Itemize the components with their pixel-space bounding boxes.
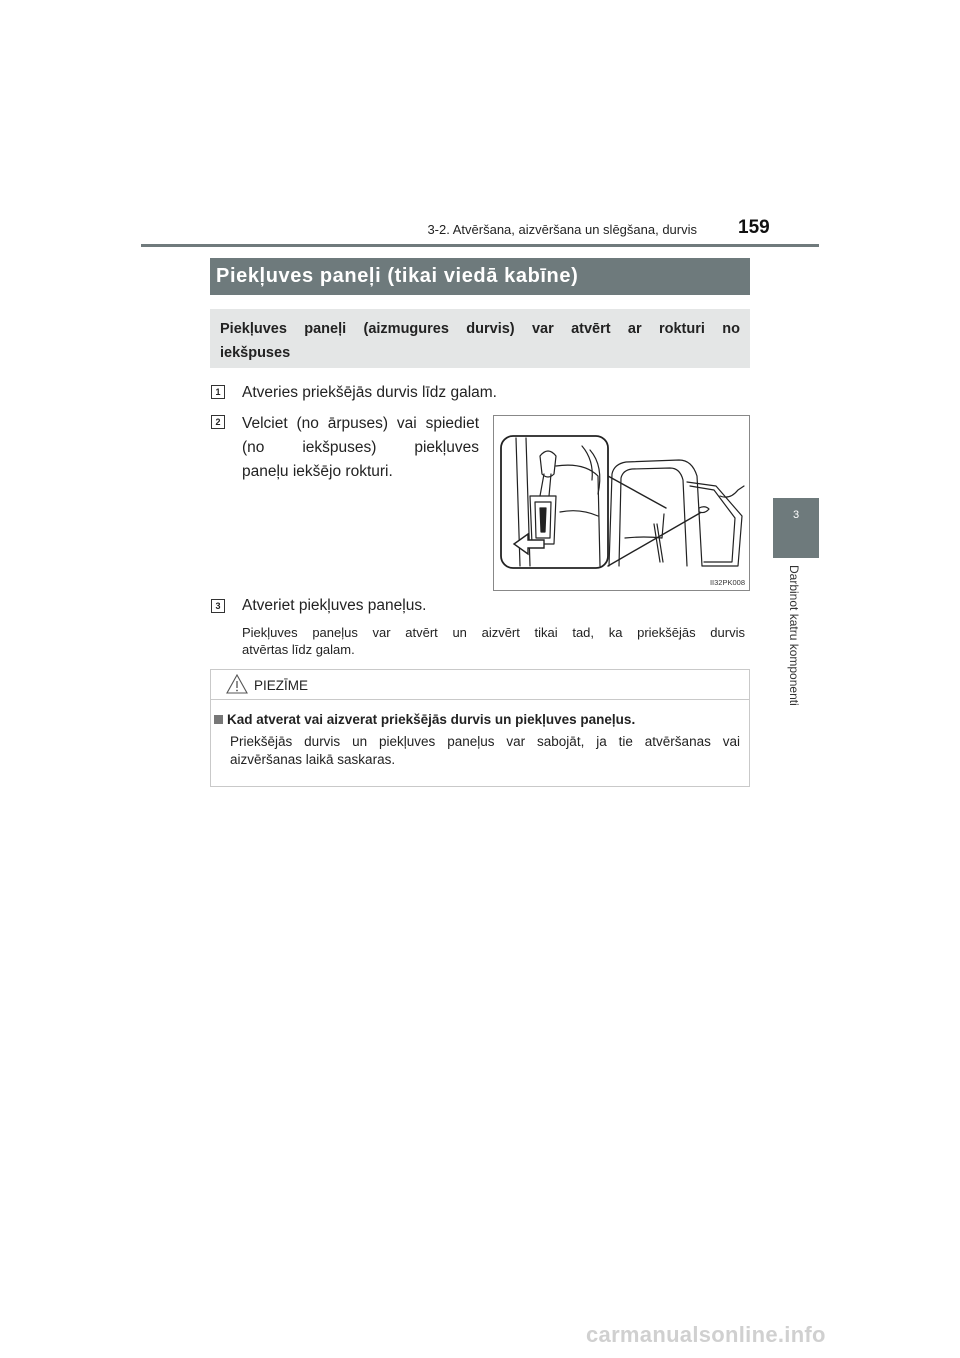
chapter-number: 3 [792, 509, 800, 521]
section-header: 3-2. Atvēršana, aizvēršana un slēgšana, durvis [427, 222, 697, 237]
chapter-tab [773, 498, 819, 558]
notice-heading [214, 712, 635, 727]
step-3-note [242, 624, 745, 658]
door-handle-drawing [494, 416, 749, 590]
chapter-label [752, 565, 842, 745]
warning-triangle-icon [226, 674, 248, 694]
step-3-note-line-2: atvērtas līdz galam. [242, 642, 355, 657]
step-3-text: Atveriet piekļuves paneļus. [242, 597, 427, 614]
step-2-text [242, 412, 479, 484]
step-2-line-1: Velciet (no ārpuses) vai spiediet [242, 415, 479, 432]
chapter-label-text: Darbinot katru komponenti [787, 565, 801, 706]
step-3-note-line-1: Piekļuves paneļus var atvērt un aizvērt tikai tad, ka priekšējās durvis [242, 625, 745, 640]
intro-line-2: iekšpuses [220, 345, 291, 361]
notice-body-line-1: Priekšējās durvis un piekļuves paneļus var sabojāt, ja tie atvēršanas vai [230, 734, 740, 749]
watermark: carmanualsonline.info [586, 1322, 826, 1347]
intro-line-1: Piekļuves paneļi (aizmugures durvis) var atvērt ar rokturi no [220, 321, 740, 337]
notice-body [230, 733, 740, 769]
notice-heading-text: Kad atverat vai aizverat priekšējās durvis un piekļuves paneļus. [227, 712, 636, 727]
step-1-badge: 1 [211, 385, 225, 399]
step-2-badge: 2 [211, 415, 225, 429]
step-3-badge: 3 [211, 599, 225, 613]
step-2-line-2: (no iekšpuses) piekļuves [242, 439, 479, 456]
notice-header [211, 670, 749, 700]
square-bullet-icon [214, 715, 223, 724]
door-illustration [493, 415, 750, 591]
figure-code: II32PK008 [709, 578, 745, 587]
header-rule [141, 244, 819, 247]
page-number: 159 [738, 217, 770, 238]
step-1-text: Atveries priekšējās durvis līdz galam. [242, 384, 497, 401]
notice-title: PIEZĪME [254, 678, 309, 693]
step-2-line-3: paneļu iekšējo rokturi. [242, 463, 393, 480]
notice-box [210, 669, 750, 787]
section-title: Piekļuves paneļi (tikai viedā kabīne) [210, 258, 750, 295]
intro-box [210, 309, 750, 368]
notice-body-line-2: aizvēršanas laikā saskaras. [230, 752, 396, 767]
